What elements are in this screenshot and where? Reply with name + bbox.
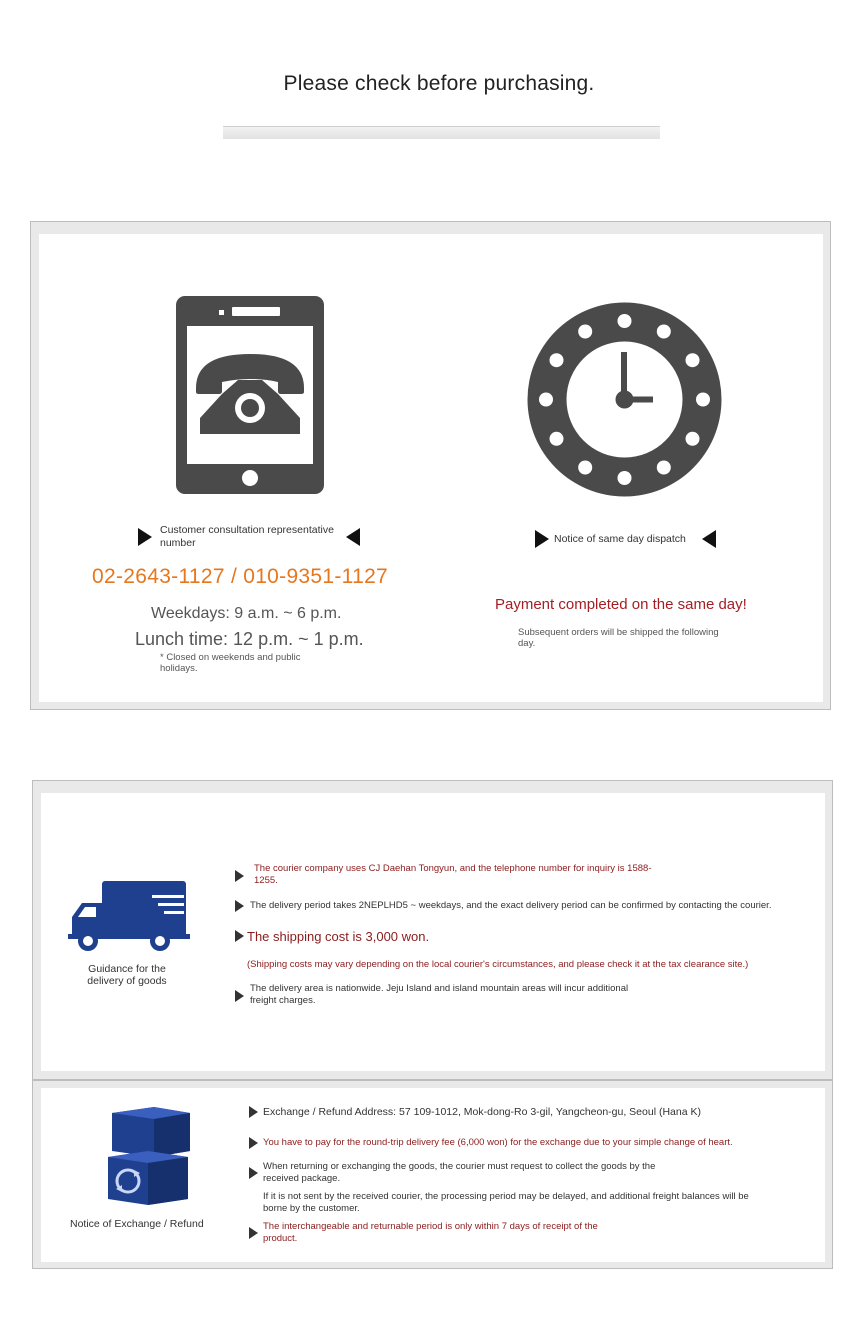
exchange-label: Notice of Exchange / Refund xyxy=(70,1218,204,1230)
delivery-area: The delivery area is nationwide. Jeju Island and island mountain areas will incur additional freight charges. xyxy=(250,983,629,1006)
pointer-right-icon xyxy=(138,528,152,546)
pointer-right-icon xyxy=(535,530,549,548)
consultation-phone: 02-2643-1127 / 010-9351-1127 xyxy=(92,565,389,588)
exchange-delay-note: If it is not sent by the received courier, the processing period may be delayed, and additional freight balances will be borne by the customer. xyxy=(263,1191,749,1214)
weekday-hours: Weekdays: 9 a.m. ~ 6 p.m. xyxy=(151,605,342,622)
bullet-icon xyxy=(249,1106,258,1118)
dispatch-headline: Payment completed on the same day! xyxy=(495,596,747,613)
exchange-fee: You have to pay for the round-trip delivery fee (6,000 won) for the exchange due to your simple change of heart. xyxy=(263,1137,733,1148)
dispatch-label: Notice of same day dispatch xyxy=(554,533,686,545)
pointer-left-icon xyxy=(702,530,716,548)
delivery-period: The delivery period takes 2NEPLHD5 ~ weekdays, and the exact delivery period can be confirmed by contacting the courier. xyxy=(250,900,772,911)
bullet-icon xyxy=(249,1167,258,1179)
title-divider xyxy=(223,126,660,139)
shipping-cost: The shipping cost is 3,000 won. xyxy=(247,929,430,944)
bullet-icon xyxy=(235,930,244,942)
refund-box-icon xyxy=(106,1107,192,1210)
telephone-tablet-icon xyxy=(176,296,324,499)
clock-icon xyxy=(527,302,722,502)
dispatch-note: Subsequent orders will be shipped the following day. xyxy=(518,627,719,649)
exchange-period: The interchangeable and returnable period is only within 7 days of receipt of the product. xyxy=(263,1221,598,1244)
bullet-icon xyxy=(235,900,244,912)
bullet-icon xyxy=(235,870,244,882)
bullet-icon xyxy=(249,1137,258,1149)
lunch-hours: Lunch time: 12 p.m. ~ 1 p.m. xyxy=(135,629,364,649)
consultation-label: Customer consultation representative number xyxy=(160,524,334,549)
shipping-cost-note: (Shipping costs may vary depending on the local courier's circumstances, and please check it at the tax clearance site.) xyxy=(247,959,749,970)
delivery-courier: The courier company uses CJ Daehan Tongyun, and the telephone number for inquiry is 1588-1255. xyxy=(254,863,652,886)
closed-note: * Closed on weekends and public holidays. xyxy=(160,652,301,674)
bullet-icon xyxy=(235,990,244,1002)
page-title: Please check before purchasing. xyxy=(283,72,595,95)
bullet-icon xyxy=(249,1227,258,1239)
delivery-truck-icon xyxy=(68,881,190,958)
pointer-left-icon xyxy=(346,528,360,546)
exchange-address: Exchange / Refund Address: 57 109-1012, Mok-dong-Ro 3-gil, Yangcheon-gu, Seoul (Hana K) xyxy=(263,1106,701,1118)
delivery-label: Guidance for the delivery of goods xyxy=(87,963,167,987)
exchange-courier-request: When returning or exchanging the goods, the courier must request to collect the goods by the received package. xyxy=(263,1161,656,1184)
